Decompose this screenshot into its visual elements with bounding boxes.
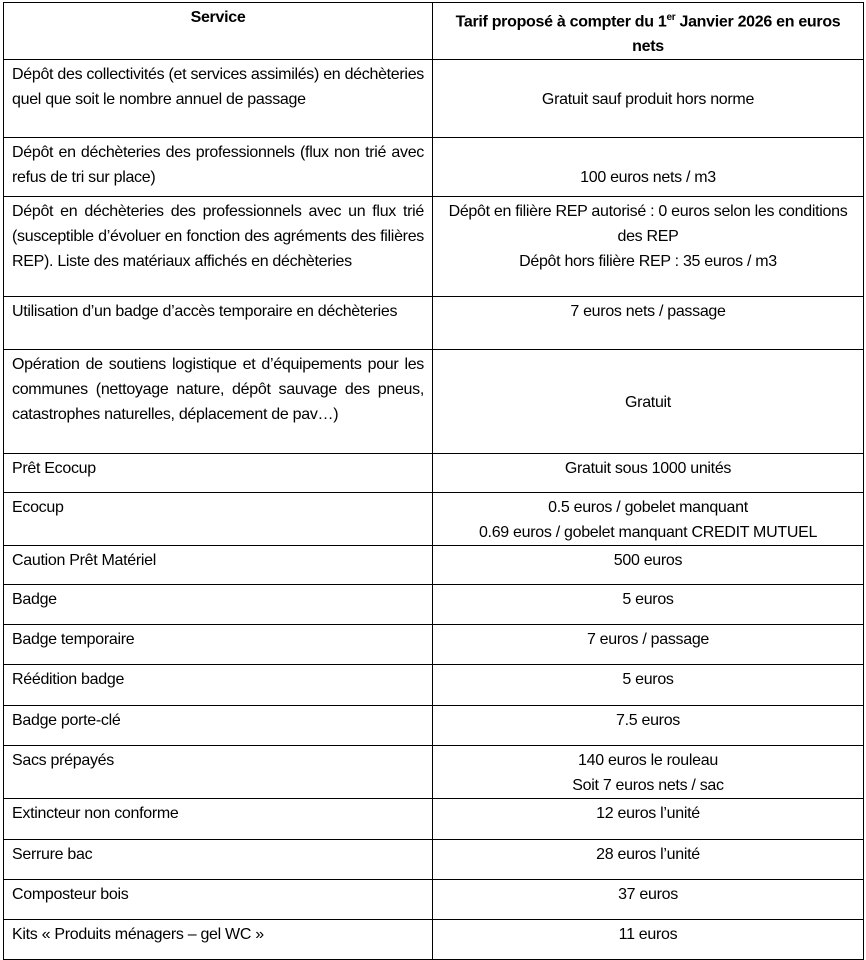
tarif-text: 5 euros (622, 591, 674, 609)
tarif-text: 100 euros nets / m3 (580, 169, 716, 187)
service-cell (4, 625, 433, 665)
service-cell (4, 546, 433, 585)
tarif-text: Soit 7 euros nets / sac (572, 777, 724, 795)
tarif-cell (433, 297, 864, 350)
tarif-text: 0.5 euros / gobelet manquant (548, 499, 748, 517)
service-cell (4, 585, 433, 625)
tarif-text: Gratuit (625, 394, 671, 412)
tarif-text: 7 euros nets / passage (570, 303, 726, 321)
service-text: Dépôt en déchèteries des professionnels avec un flux trié (susceptible d’évoluer en fonction des agréments des filières REP). Liste des matériaux affichés en déchèteries (12, 203, 424, 271)
tarif-text: 7 euros / passage (586, 631, 710, 649)
table-row (4, 799, 864, 840)
tarif-text: 140 euros le rouleau (578, 752, 718, 770)
service-text: Réédition badge (12, 671, 125, 689)
service-text: Sacs prépayés (12, 752, 114, 770)
service-text: Serrure bac (12, 846, 93, 864)
table-row (4, 138, 864, 197)
table-row (4, 350, 864, 454)
tarif-text: 37 euros (618, 886, 678, 904)
table-row (4, 297, 864, 350)
header-service: Service (4, 3, 433, 60)
tarif-text: 500 euros (613, 552, 683, 570)
tarif-text: Gratuit sous 1000 unités (564, 460, 732, 478)
tarif-cell (433, 799, 864, 840)
table-row (4, 706, 864, 746)
tarif-cell (433, 60, 864, 138)
tarif-cell (433, 746, 864, 799)
service-cell (4, 350, 433, 454)
service-text: Kits « Produits ménagers – gel WC » (12, 926, 264, 944)
tarif-cell (433, 546, 864, 585)
service-text: Composteur bois (12, 886, 129, 904)
tarif-text: 5 euros (622, 671, 674, 689)
service-text: Prêt Ecocup (12, 460, 96, 478)
tarif-text: Dépôt hors filière REP : 35 euros / m3 (519, 253, 777, 271)
table-row (4, 880, 864, 920)
service-text: Caution Prêt Matériel (12, 552, 156, 570)
table-row (4, 197, 864, 297)
service-cell (4, 197, 433, 297)
tarif-cell (433, 625, 864, 665)
tarif-cell (433, 585, 864, 625)
header-tarif (433, 3, 864, 60)
service-text: Extincteur non conforme (12, 805, 179, 823)
tarif-cell (433, 197, 864, 297)
tarif-text: Gratuit sauf produit hors norme (541, 91, 755, 109)
tarif-cell (433, 665, 864, 706)
service-text: Badge temporaire (12, 631, 135, 649)
service-cell (4, 746, 433, 799)
tarif-text: 11 euros (618, 926, 678, 944)
tarif-text: 7.5 euros (615, 712, 680, 730)
table-row (4, 454, 864, 493)
table-row (4, 920, 864, 960)
table-row (4, 493, 864, 546)
tarif-cell (433, 350, 864, 454)
tarif-cell (433, 493, 864, 546)
service-cell (4, 840, 433, 880)
service-cell (4, 493, 433, 546)
service-cell (4, 880, 433, 920)
service-text: Ecocup (12, 499, 64, 517)
tarif-cell (433, 880, 864, 920)
service-cell (4, 920, 433, 960)
tarif-cell (433, 138, 864, 197)
tarif-cell (433, 706, 864, 746)
service-text: Badge (12, 591, 57, 609)
tarif-table (3, 2, 864, 960)
tarif-cell (433, 454, 864, 493)
service-text: Dépôt en déchèteries des professionnels (flux non trié avec refus de tri sur place) (12, 144, 424, 187)
tarif-text: 28 euros l’unité (596, 846, 700, 864)
service-cell (4, 454, 433, 493)
service-text: Opération de soutiens logistique et d’équipements pour les communes (nettoyage nature, dépôt sauvage des pneus, catastrophes naturelles, déplacement de pav…) (12, 356, 424, 424)
table-body (4, 60, 864, 960)
header-tarif-sup: er (666, 12, 676, 23)
table-row (4, 665, 864, 706)
service-cell (4, 706, 433, 746)
tarif-text: 12 euros l’unité (596, 805, 700, 823)
service-text: Utilisation d’un badge d’accès temporaire en déchèteries (12, 303, 398, 321)
service-text: Dépôt des collectivités (et services assimilés) en déchèteries quel que soit le nombre annuel de passage (12, 66, 424, 109)
table-row (4, 840, 864, 880)
tarif-cell (433, 920, 864, 960)
table-row (4, 625, 864, 665)
service-text: Badge porte-clé (12, 712, 121, 730)
service-cell (4, 799, 433, 840)
tarif-text: 0.69 euros / gobelet manquant CREDIT MUTUEL (478, 524, 818, 542)
tarif-cell (433, 840, 864, 880)
service-cell (4, 138, 433, 197)
service-cell (4, 297, 433, 350)
service-cell (4, 665, 433, 706)
table-row (4, 60, 864, 138)
table-row (4, 546, 864, 585)
table-header-row (4, 3, 864, 60)
header-tarif-prefix: Tarif proposé à compter du 1 (455, 13, 667, 31)
table-row (4, 746, 864, 799)
service-cell (4, 60, 433, 138)
tarif-text: Dépôt en filière REP autorisé : 0 euros selon les conditions des REP (448, 203, 848, 246)
header-tarif-suffix: Janvier 2026 en euros nets (632, 13, 841, 56)
table-row (4, 585, 864, 625)
